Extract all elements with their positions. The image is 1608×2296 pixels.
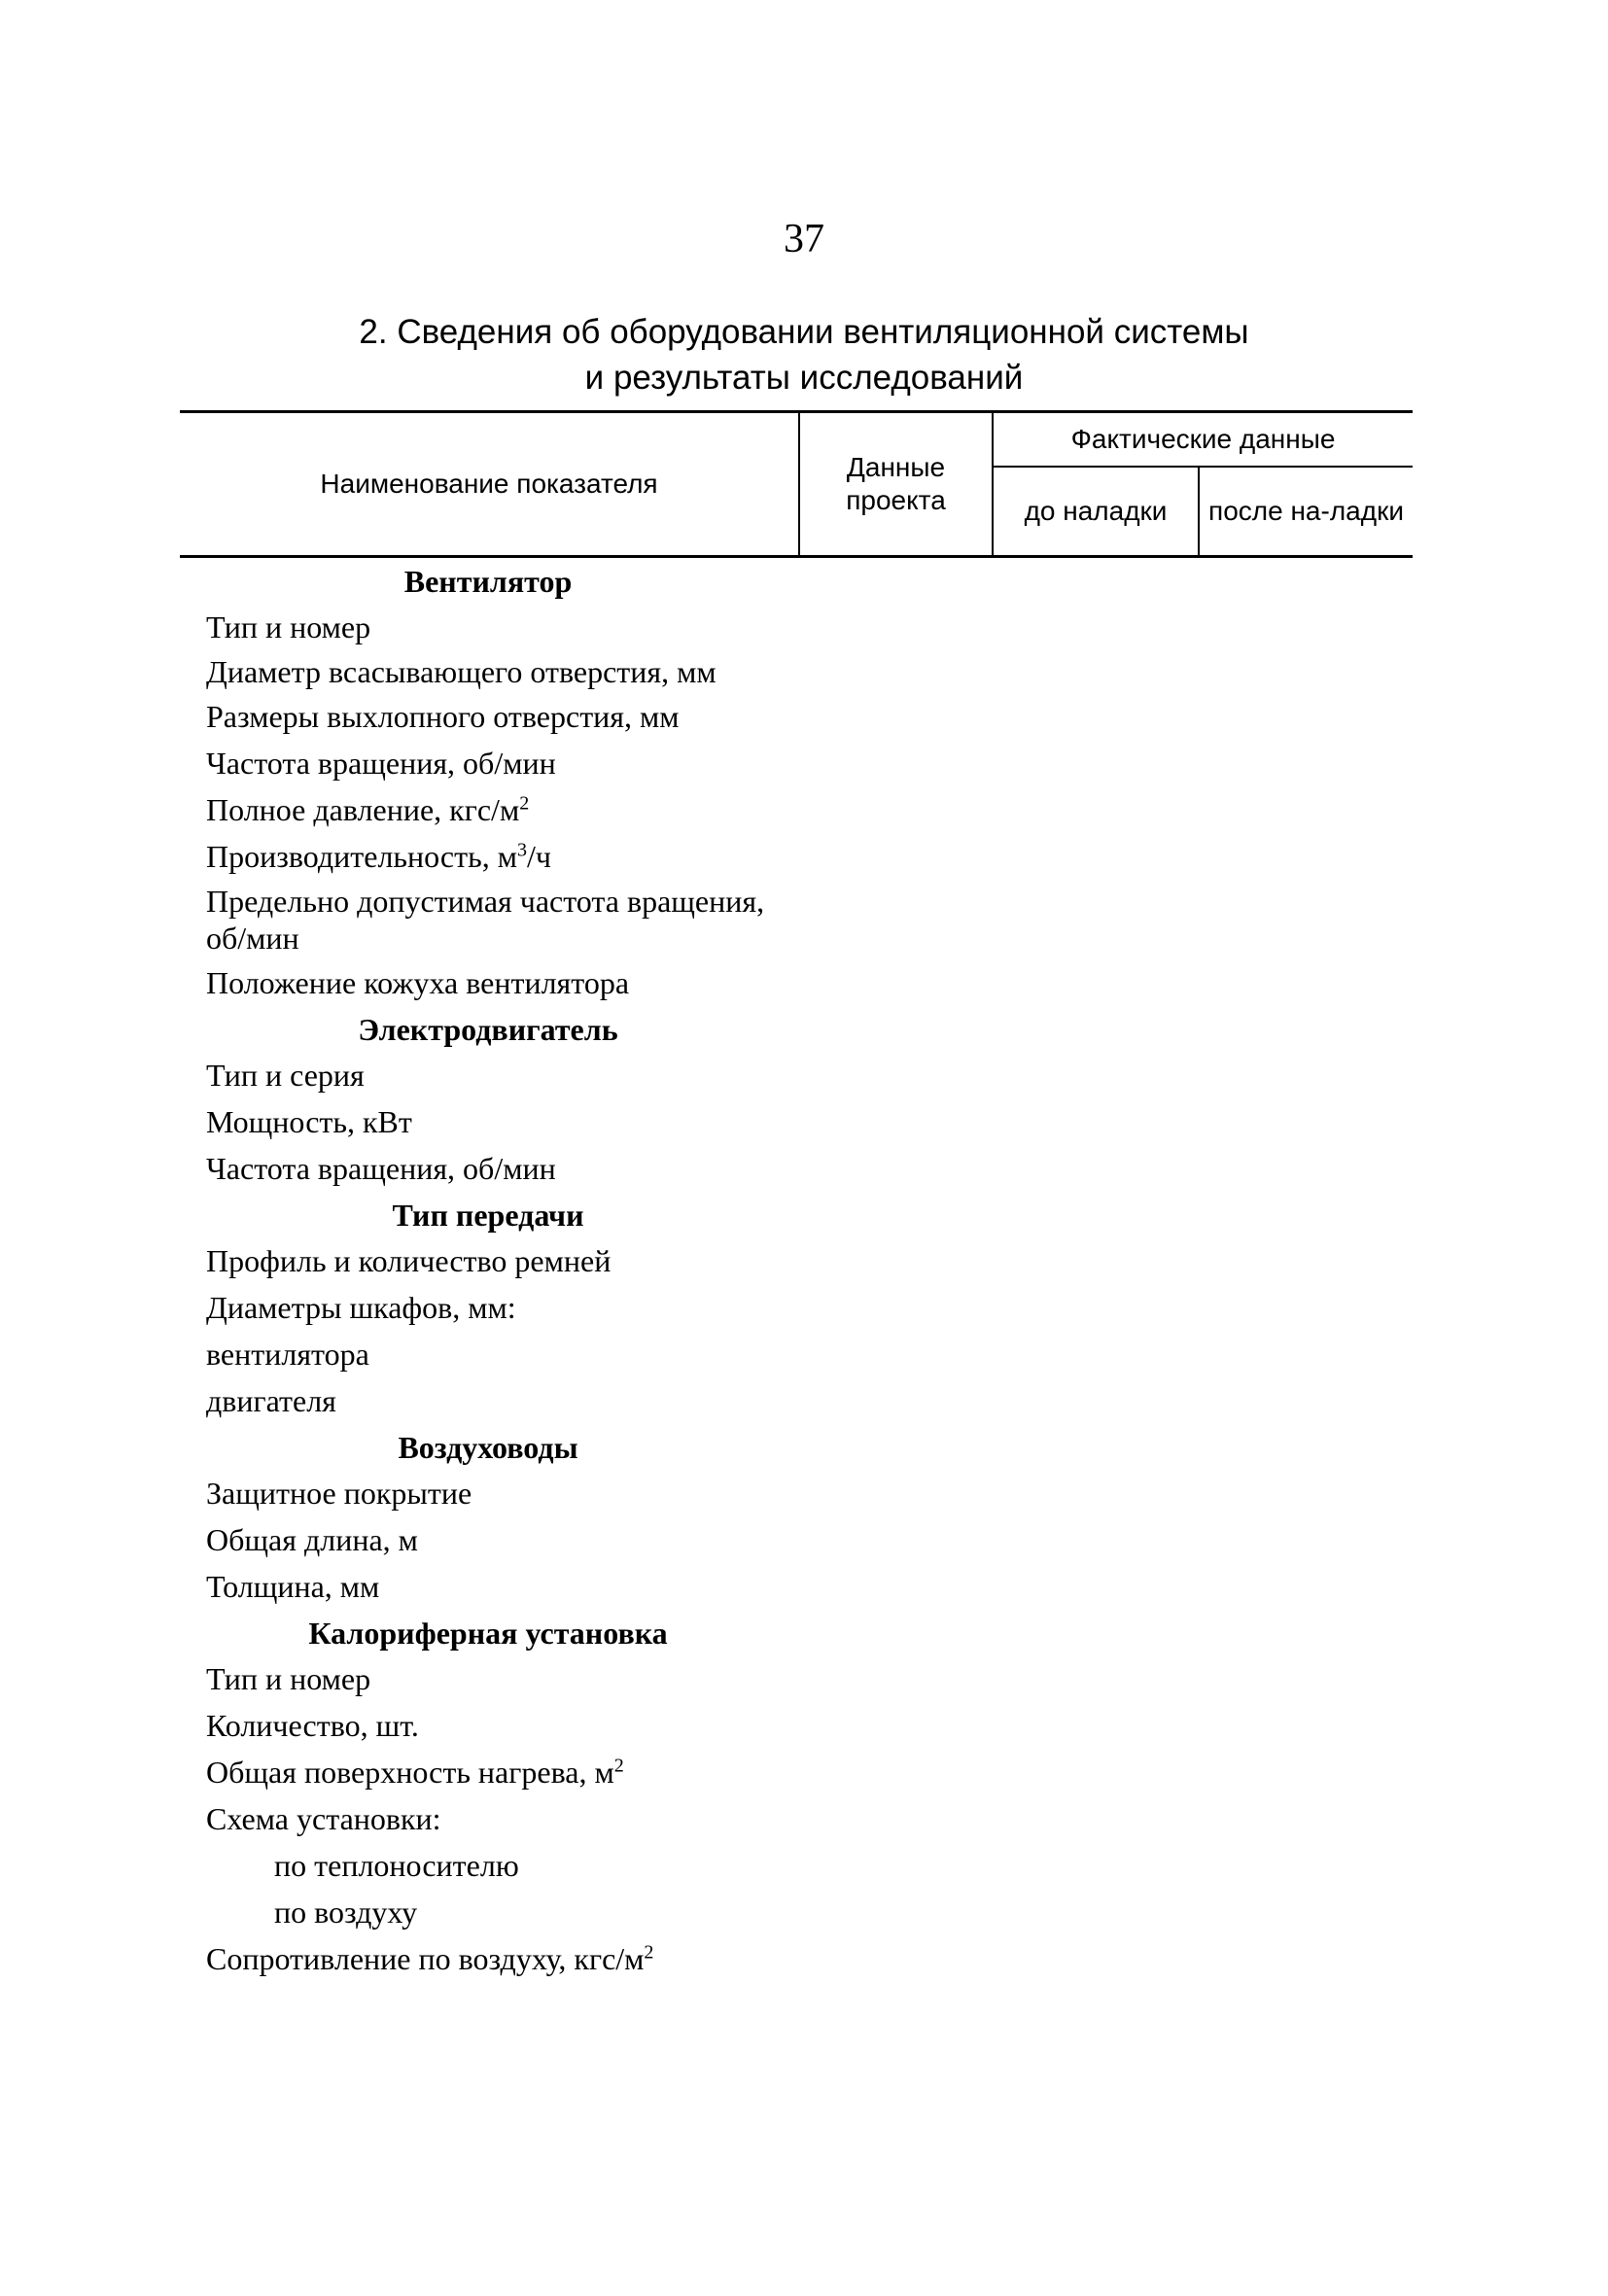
row-text: Общая поверхность нагрева, м: [206, 1755, 614, 1790]
superscript: 2: [644, 1941, 654, 1964]
list-item: Предельно допустимая частота вращения, об/мин: [206, 884, 765, 956]
table-body: [206, 558, 770, 1982]
list-item: Частота вращения, об/мин: [206, 1151, 556, 1186]
list-item: [206, 1749, 770, 1795]
list-item: вентилятора: [206, 1337, 369, 1372]
superscript: 2: [519, 792, 530, 815]
list-item: по воздуху: [274, 1895, 418, 1930]
header-actual: Фактические данные: [993, 412, 1413, 468]
row-text: Полное давление, кгс/м: [206, 792, 520, 827]
list-item: двигателя: [206, 1383, 336, 1418]
list-item: Положение кожуха вентилятора: [206, 965, 630, 1000]
table-header: [180, 410, 1413, 558]
list-item: Диаметр всасывающего отверстия, мм: [206, 654, 717, 689]
list-item: Защитное покрытие: [206, 1476, 472, 1511]
list-item: Количество, шт.: [206, 1708, 419, 1743]
list-item: [206, 1935, 770, 1982]
header-name: Наименование показателя: [320, 469, 658, 499]
title-line-1: 2. Сведения об оборудовании вентиляционной системы: [359, 313, 1249, 351]
list-item: по теплоносителю: [274, 1848, 519, 1883]
list-item: Размеры выхлопного отверстия, мм: [206, 699, 680, 734]
list-item: Толщина, мм: [206, 1569, 380, 1604]
section-transmission: Тип передачи: [392, 1198, 584, 1233]
section-motor: Электродвигатель: [358, 1012, 618, 1047]
row-text: Производительность, м: [206, 839, 517, 874]
list-item: Мощность, кВт: [206, 1104, 412, 1139]
list-item: Тип и серия: [206, 1058, 365, 1093]
header-after: после на-ладки: [1199, 467, 1413, 557]
list-item: Тип и номер: [206, 1661, 371, 1696]
header-project: Данные проекта: [799, 412, 993, 557]
list-item: Профиль и количество ремней: [206, 1243, 612, 1278]
section-ducts: Воздуховоды: [398, 1430, 578, 1465]
list-item: Диаметры шкафов, мм:: [206, 1290, 516, 1325]
superscript: 2: [613, 1755, 624, 1777]
page-number: 37: [784, 217, 824, 261]
list-item: [206, 786, 770, 833]
list-item: Общая длина, м: [206, 1522, 418, 1557]
section-fan: Вентилятор: [403, 564, 573, 599]
row-text: Сопротивление по воздуху, кгс/м: [206, 1941, 645, 1976]
list-item: Частота вращения, об/мин: [206, 746, 556, 781]
list-item: Тип и номер: [206, 609, 371, 644]
superscript: 3: [516, 839, 527, 861]
unit-suffix: /ч: [526, 839, 551, 874]
title-line-2: и результаты исследований: [584, 359, 1024, 397]
list-item: [206, 833, 770, 880]
section-heater: Калориферная установка: [308, 1616, 668, 1651]
list-item: Схема установки:: [206, 1801, 441, 1836]
page-title: [0, 309, 1608, 400]
header-before: до наладки: [993, 467, 1199, 557]
